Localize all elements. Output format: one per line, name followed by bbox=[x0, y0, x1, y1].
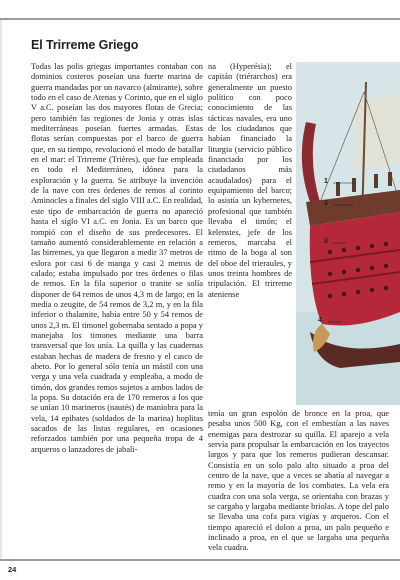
page-gutter-shade bbox=[0, 20, 2, 559]
body-paragraph: tenía un gran espolón de bronce en la proa, que pesaba unos 500 Kg, con el embestían a las naves enemigas para destrozar su quilla. El aparejo a vela servía para propulsar la embarcación en los trayectos largos y para que los remeros pudieran descansar. Consistía en un solo palo alto situado a proa del centro de la nave, que a veces se abatía al navegar a remo y en la mayoría de los combates. La vela era cuadra con una sola verga, se orientaba con brazas y se cargaba y largaba mediante briolas. A tope del palo se llevaba una cofa para vigías y arqueros. Con el tiempo apareció el dolon a proa, un palo pequeño e inclinado a proa, en el que se largaba una pequeña vela cuadra. bbox=[208, 409, 389, 553]
page-number: 24 bbox=[8, 565, 17, 574]
page-title: El Trirreme Griego bbox=[31, 38, 139, 52]
body-column-left bbox=[31, 62, 203, 455]
top-rule bbox=[0, 18, 400, 20]
callout-3: 3 bbox=[324, 238, 328, 245]
body-column-lower bbox=[208, 409, 389, 554]
callout-1: 1 bbox=[324, 178, 328, 185]
body-paragraph: na (Hyperésia); el capitán (triérarchos) era generalmente un puesto político con poco conocimiento de las tácticas navales, era uno de los ciudadanos que habían financiado la liturgia (servicio público financiado por los ciudadanos más acaudalados) para el equipamiento del barco; lo asistía un kybernetes, profesional que también llevaba el timón; el kelenstes, jefe de los remeros, marcaba el ritmo de la boga al son del oboe del trieraules, y unos treinta hombres de tripulación. El trirreme ateniense bbox=[208, 62, 292, 299]
trireme-drawing bbox=[296, 62, 400, 405]
hull-red bbox=[310, 212, 400, 326]
trireme-illustration bbox=[296, 62, 400, 405]
callout-4: 4 bbox=[318, 317, 322, 324]
body-paragraph: Todas las polis griegas importantes contaban con dominios costeros poseían una fuerte marina de guerra mandadas por un navarco (almirante), sobre todo en el caso de Atenas y Corinto, que en el siglo V a.C. poseían las dos mayores flotas de Grecia; pero también las regiones de Jonia y otras islas mediterráneas poseían fuertes armadas. Estas flotas serían compuestas por el barco de guerra que, en su tiempo, revolucionó el modo de batallar en el mar: el Trirreme (Trières), que fue empleada en todo el Mediterráneo, idónea para la exploración y la guerra. Se atribuye la invención de la nave con tres órdenes de remos al corinto Aminocles a finales del siglo VIII a.C. En realidad, este tipo de embarcación de guerra no apareció hasta el siglo VI a.C. en Jonia. Es un barco que rompió con el diseño de sus predecesores. El tamaño aumentó considerablemente en relación a las birremes, ya que llegaron a medir 37 metros de eslora por casi 6 de manga y casi 2 metros de calado; estaba impulsado por tres órdenes o filas de remos. En la fila superior o tranite se solía disponer de 64 remos de unos 4,3 m de largo; en la media o zeugite, de 54 remos de 3,2 m, y en la fila inferior o thalamite, había entre 50 y 54 remos de unos 2,3 m. El timonel gobernaba sentado a popa y manejaba los timones mediante una barra transversal que los unía. La quilla y las cuadernas estaban hechas de madera de fresno y el casco de abeto. Por lo general sólo tenía un mástil con una verga y una vela cuadrada y empleaba, a modo de timón, dos grandes remos sujetos a ambos lados de la popa. Su dotación era de 170 remeros a los que se unían 10 marineros (nautés) de maniobra para la vela, 14 epibates (soldados de la marina) hoplitas sacados de las listas regulares, en ocasiones reforzados también por una pequeña tropa de 4 arqueros o lanzadores de jabali- bbox=[31, 62, 203, 454]
callout-2: 2 bbox=[324, 200, 328, 207]
body-column-middle bbox=[208, 62, 292, 300]
bottom-rule bbox=[0, 559, 400, 561]
